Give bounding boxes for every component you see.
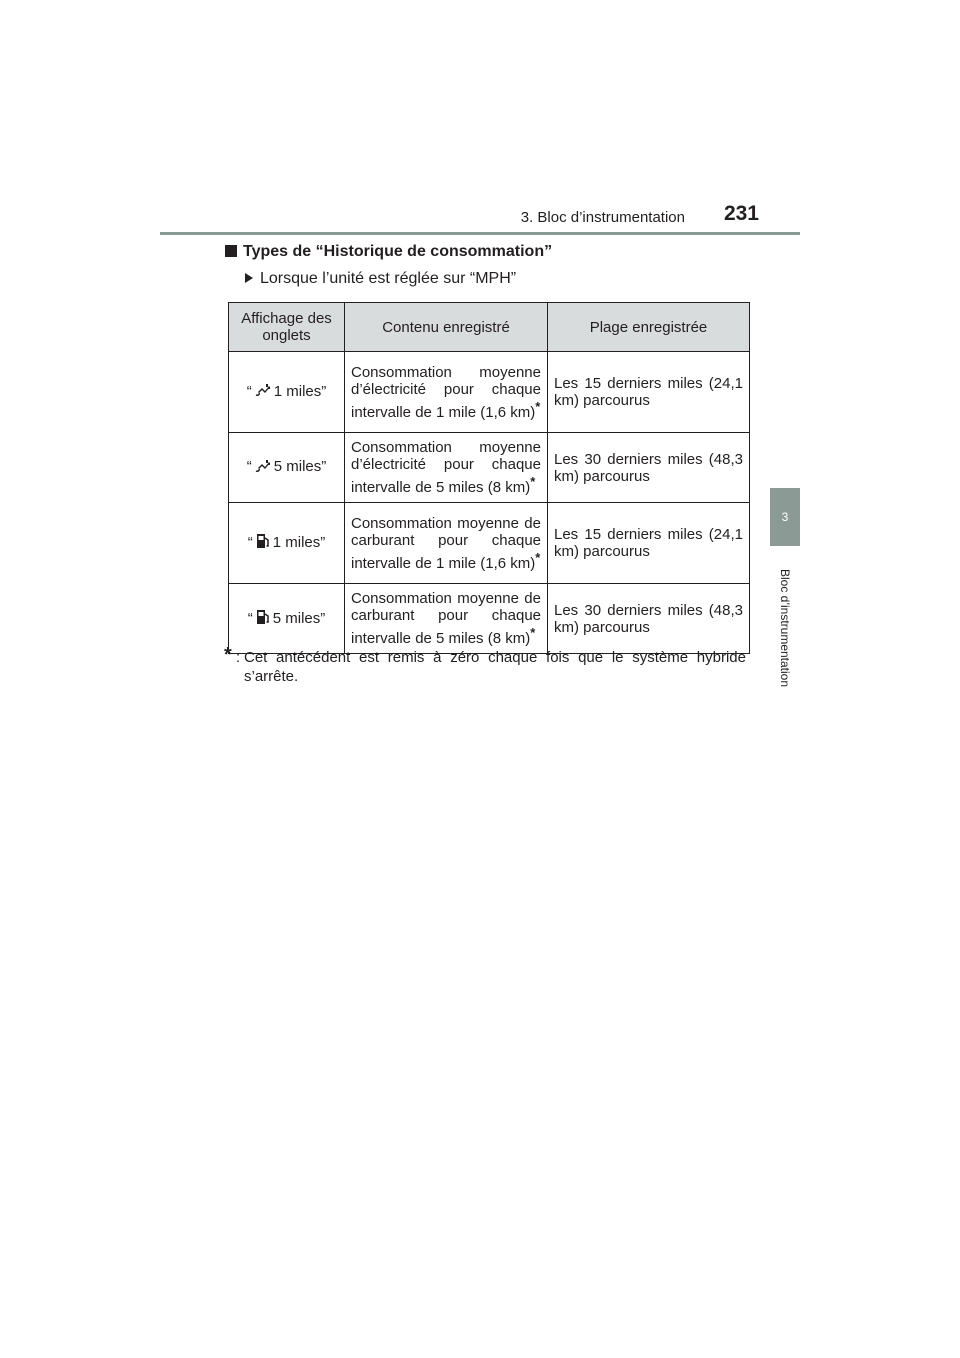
page-number: 231 (723, 202, 759, 225)
chapter-tab (770, 488, 800, 546)
footnote-marker: * (224, 644, 232, 666)
footnote (224, 644, 746, 686)
content-text: Consommation moyenne d’électricité pour chaque intervalle de 1 mile (1,6 km) (351, 363, 541, 421)
page-header (160, 200, 800, 234)
table-row (229, 584, 750, 654)
subheading-text: Lorsque l’unité est réglée sur “MPH” (260, 270, 517, 287)
tab-cell (229, 352, 345, 433)
header-recorded-content: Contenu enregistré (345, 303, 548, 352)
footnote-asterisk: * (535, 549, 541, 565)
footnote-asterisk: * (530, 474, 536, 489)
section-title: 3. Bloc d’instrumentation (520, 209, 685, 226)
chapter-side-label (772, 556, 798, 700)
tab-label: 5 miles” (272, 609, 326, 627)
triangle-bullet-icon (245, 273, 253, 283)
table-row (229, 352, 750, 433)
electric-plug-icon (255, 383, 271, 401)
table-row (229, 433, 750, 503)
table-header-row (229, 303, 750, 352)
footnote-text: Cet antécédent est remis à zéro chaque fois que le système hybride s’arrête. (244, 649, 746, 685)
tab-cell (229, 503, 345, 584)
subheading (245, 270, 516, 288)
tab-cell (229, 433, 345, 503)
square-bullet-icon (225, 245, 237, 257)
content-cell (345, 433, 548, 503)
footnote-asterisk: * (530, 625, 536, 640)
electric-plug-icon (255, 459, 271, 477)
table-row (229, 503, 750, 584)
chapter-number: 3 (781, 510, 789, 524)
fuel-pump-icon (256, 609, 270, 629)
heading-text: Types de “Historique de consommation” (243, 243, 553, 260)
content-cell (345, 503, 548, 584)
content-cell (345, 352, 548, 433)
content-text: Consommation moyenne de carburant pour chaque intervalle de 1 mile (1,6 km) (351, 514, 541, 572)
fuel-pump-icon (256, 533, 270, 553)
range-cell: Les 15 derniers miles (24,1 km) parcourus (548, 352, 750, 433)
header-recorded-range: Plage enregistrée (548, 303, 750, 352)
footnote-asterisk: * (535, 398, 541, 414)
tab-label: 1 miles” (273, 382, 327, 400)
open-quote: “ (247, 533, 253, 551)
range-cell: Les 30 derniers miles (48,3 km) parcourus (548, 433, 750, 503)
section-heading (225, 243, 552, 261)
open-quote: “ (246, 382, 252, 400)
header-rule (160, 232, 800, 235)
tab-cell (229, 584, 345, 654)
tab-label: 5 miles” (273, 458, 327, 476)
content-text: Consommation moyenne d’électricité pour chaque intervalle de 5 miles (8 km) (351, 439, 541, 496)
open-quote: “ (246, 458, 252, 476)
open-quote: “ (247, 609, 253, 627)
tab-label: 1 miles” (272, 533, 326, 551)
range-cell: Les 15 derniers miles (24,1 km) parcourus (548, 503, 750, 584)
content-text: Consommation moyenne de carburant pour chaque intervalle de 5 miles (8 km) (351, 590, 541, 647)
range-cell: Les 30 derniers miles (48,3 km) parcourus (548, 584, 750, 654)
chapter-title: Bloc d’instrumentation (778, 568, 792, 688)
content-cell (345, 584, 548, 654)
footnote-separator: : (236, 649, 241, 666)
consumption-history-table (228, 302, 750, 654)
header-tab-display: Affichage des onglets (229, 303, 345, 352)
